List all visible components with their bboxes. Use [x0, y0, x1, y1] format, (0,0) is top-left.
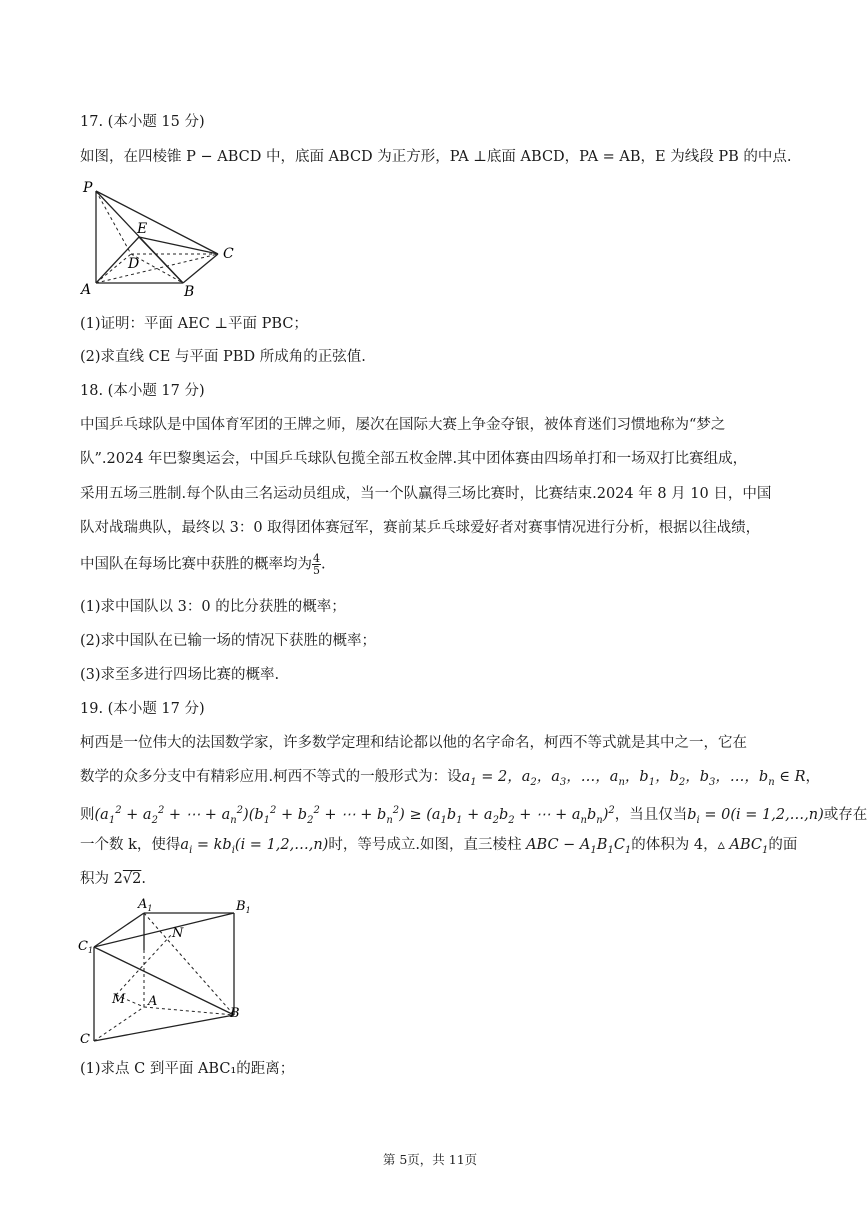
q19-stem-line4-vol: 的体积为 4，	[631, 837, 718, 853]
label-E: E	[137, 221, 148, 237]
q17-part1: (1)证明：平面 AEC ⊥平面 PBC；	[80, 316, 308, 332]
q18-stem-line5-prefix: 中国队在每场比赛中获胜的概率均为	[80, 556, 312, 573]
sequence-expression: $a_1 = 2$，$a_2$，$a_3$，…，$a_n$，$b_1$，$b_2$，$b_3$，…，$b_n$ ∈ R	[461, 769, 806, 788]
label-C: C	[80, 1032, 90, 1047]
q18-part1: (1)求中国队以 3：0 的比分获胜的概率；	[80, 599, 346, 615]
label-D: D	[128, 256, 140, 272]
q19-stem-line5-text: 积为	[80, 871, 109, 887]
label-M: M	[112, 992, 126, 1007]
prism-name: ABC − $A_1B_1C_1$	[526, 837, 632, 856]
q18-stem-line2: 队”.2024 年巴黎奥运会，中国乒乓球队包揽全部五枚金牌.其中团体赛由四场单打和一场双打比赛组成，	[80, 451, 748, 467]
q17-part2: (2)求直线 CE 与平面 PBD 所成角的正弦值.	[80, 349, 366, 365]
q18-stem-line5	[80, 553, 326, 576]
q19-stem-line4-tail: 的面	[768, 837, 798, 853]
triangle-name: ▵ $ABC_1$	[717, 837, 769, 856]
label-C1: $C_1$	[78, 939, 94, 955]
label-P: P	[83, 180, 93, 196]
label-A: A	[148, 994, 158, 1009]
q19-prism-figure	[76, 895, 256, 1055]
q18-part3: (3)求至多进行四场比赛的概率.	[80, 667, 280, 683]
label-A1: $A_1$	[138, 897, 153, 913]
q19-stem-line4-prefix: 一个数 k，使得	[80, 837, 181, 853]
q19-stem-line3	[80, 801, 867, 831]
q18-stem-line4: 队对战瑞典队，最终以 3：0 取得团体赛冠军，赛前某乒乓球爱好者对赛事情况进行分析，根据以往战绩，	[80, 520, 761, 536]
q19-stem-line4-mid: 时，等号成立.如图，直三棱柱	[328, 837, 522, 853]
equality-condition-2: $a_i = kb_i(i$ = 1,2,…,n)	[180, 837, 329, 856]
q19-stem-line3-suffix: ，当且仅当	[614, 806, 688, 823]
label-C: C	[223, 246, 234, 262]
label-A: A	[81, 282, 92, 298]
label-B: B	[230, 1006, 240, 1021]
q18-header: 18. (本小题 17 分)	[80, 383, 205, 399]
q19-stem-line2-prefix: 数学的众多分支中有精彩应用.柯西不等式的一般形式为：设	[80, 769, 462, 785]
cauchy-inequality: ($a_1^2 + a_2^2$ + ⋯ + $a_n^2)(b_1^2 + b_2^2$ + ⋯ + $b_n^2) \ge (a_1b_1 + a_2b_2$ + ⋯ + $a_nb_n)^2$	[94, 805, 615, 826]
page-footer: 第 5页，共 11页	[382, 1152, 478, 1167]
q19-stem-line3-prefix: 则	[80, 806, 95, 823]
q19-stem-line4	[80, 835, 797, 861]
label-B1: $B_1$	[236, 899, 251, 915]
q19-stem-line2: 数学的众多分支中有精彩应用.柯西不等式的一般形式为：设$a_1 = 2$，$a_2$，$a_3$，…，$a_n$，$b_1$，$b_2$，$b_3$，…，$b_n$ ∈ R，	[80, 769, 821, 788]
q18-stem-line1: 中国乒乓球队是中国体育军团的王牌之师，屡次在国际大赛上争金夺银，被体育迷们习惯地称为“梦之	[80, 417, 726, 433]
q18-part2: (2)求中国队在已输一场的情况下获胜的概率；	[80, 633, 377, 649]
q19-stem-line5: 积为 2√2.	[80, 871, 146, 887]
label-B: B	[184, 284, 195, 300]
q17-stem: 如图，在四棱锥 P − ABCD 中，底面 ABCD 为正方形，PA ⊥底面 ABCD，PA = AB，E 为线段 PB 的中点.	[80, 149, 792, 165]
fraction-numerator: 4	[313, 552, 320, 565]
q19-header: 19. (本小题 17 分)	[80, 701, 205, 717]
q17-header: 17. (本小题 15 分)	[80, 114, 205, 130]
probability-fraction	[312, 553, 321, 576]
fraction-denominator: 5	[313, 564, 320, 577]
q19-stem-line3-tail: 或存在	[823, 806, 867, 823]
label-N: N	[172, 926, 184, 941]
q19-stem-line1: 柯西是一位伟大的法国数学家，许多数学定理和结论都以他的名字命名，柯西不等式就是其中之一，它在	[80, 735, 747, 751]
q18-stem-line5-suffix: .	[321, 556, 326, 573]
q17-pyramid-figure	[76, 176, 246, 302]
q18-stem-line3: 采用五场三胜制.每个队由三名运动员组成，当一个队赢得三场比赛时，比赛结束.2024 年 8 月 10 日，中国	[80, 486, 772, 502]
equality-condition-1: $b_i = 0(i$ = 1,2,…,n)	[687, 806, 824, 826]
q19-part1: (1)求点 C 到平面 ABC₁的距离；	[80, 1061, 295, 1077]
